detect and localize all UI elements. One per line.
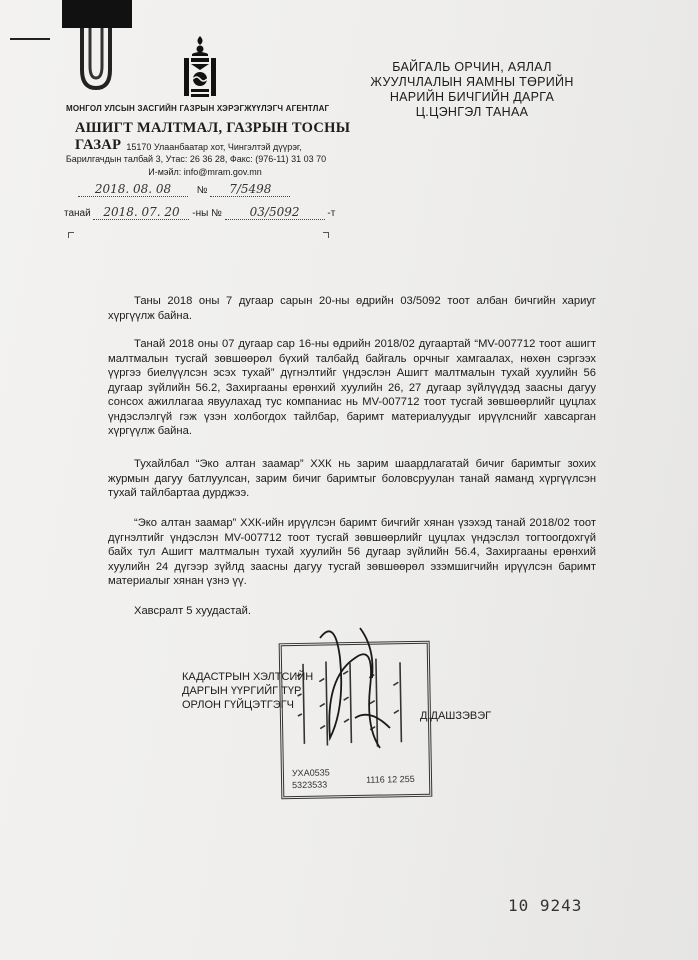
- corner-tick: [328, 232, 329, 238]
- incoming-number: 03/5092: [225, 205, 325, 220]
- address-line: 15170 Улаанбаатар хот, Чингэлтэй дүүрэг,: [126, 142, 302, 152]
- corner-mark: [10, 38, 50, 40]
- agency-title: АШИГТ МАЛТМАЛ, ГАЗРЫН ТОСНЫ ГАЗАР: [75, 120, 351, 153]
- recipient-block: [352, 60, 592, 120]
- stamp-code: 1116 12 255: [365, 773, 415, 785]
- paragraph-1: Таны 2018 оны 7 дугаар сарын 20-ны өдрийн 03/5092 тоот албан бичгийн хариуг хүргүүлж байна.: [108, 295, 596, 322]
- signatory-line: ДАРГЫН ҮҮРГИЙГ ТҮР: [182, 685, 302, 697]
- incoming-date: 2018. 07. 20: [93, 205, 189, 220]
- number-label: №: [196, 185, 208, 196]
- tanai-label: танай: [64, 208, 91, 219]
- paper-clip-icon: [60, 0, 135, 90]
- email-line: И-мэйл: info@mram.gov.mn: [148, 167, 262, 177]
- handwritten-signature: [300, 618, 410, 758]
- soyombo-emblem-icon: [180, 34, 220, 100]
- signatory-title: [182, 670, 313, 712]
- paragraph-2: Танай 2018 оны 07 дугаар сар 16-ны өдрийн 2018/02 дугаартай “MV-007712 тоот ашигт малтмалын тусгай зөвшөөрөл бүхий талбайд байгаль орчныг хамгаалах, нөхөн сэргээх үүргээ биелүүлсэн эсэх тухай” дүгнэлтийг үндэслэн Ашигт малтмалын тухай хуулийн 56 дугаар зүйлийн 56.2, Захиргааны ерөнхий хуулийн 26, 27 дугаар зүйлүүдэд заасны дагуу сонсох ажиллагаа явуулахад тус компаниас нь MV-007712 тоот тусгай зөвшөөрлийг цуцлах үндэслэлгүй гэж үзэн холбогдох тайлбар, баримт материалуудыг ирүүлснийг хавсарган хүргүүлж байна.: [108, 338, 596, 437]
- incoming-reference: [64, 205, 335, 220]
- agency-subtitle: МОНГОЛ УЛСЫН ЗАСГИЙН ГАЗРЫН ХЭРЭГЖҮҮЛЭГЧ АГЕНТЛАГ: [66, 104, 330, 113]
- signatory-line: ОРЛОН ГҮЙЦЭТГЭГЧ: [182, 699, 294, 711]
- nyi-number-label: -ны №: [192, 208, 222, 219]
- paragraph-4: “Эко алтан заамар” ХХК-ийн ирүүлсэн баримт бичгийг хянан үзэхэд танай 2018/02 тоот дүгнэлтийг үндэслэн MV-007712 тоот тусгай зөвшөөрлийг цуцлах үндэслэл тогтоогдохгүй байх тул Ашигт малтмалын тухай хуулийн 56 дугаар зүйлийн 56.4, Захиргааны ерөнхий хуулийн 24 дүгээр зүйлд заасны дагуу тусгай зөвшөөрөл эзэмшигчийн ирүүлсэн баримт материалыг хянан үзнэ үү.: [108, 517, 596, 587]
- outgoing-number: 7/5498: [210, 182, 290, 197]
- outgoing-reference: [78, 182, 290, 197]
- recipient-line: БАЙГАЛЬ ОРЧИН, АЯЛАЛ: [392, 60, 552, 74]
- page-number: 10 9243: [508, 896, 583, 915]
- recipient-line: ЖУУЛЧЛАЛЫН ЯАМНЫ ТӨРИЙН: [370, 75, 574, 89]
- t-label: -т: [327, 208, 336, 219]
- stamp-code: 5323533: [292, 779, 328, 791]
- attachment-note: Хавсралт 5 хуудастай.: [134, 605, 251, 617]
- corner-tick: [68, 232, 74, 233]
- recipient-name: Ц.ЦЭНГЭЛ ТАНАА: [415, 105, 529, 119]
- stamp-code: УХА0535: [291, 767, 330, 779]
- recipient-line: НАРИЙН БИЧГИЙН ДАРГА: [389, 90, 555, 104]
- outgoing-date: 2018. 08. 08: [78, 182, 188, 197]
- address-line: Барилгачдын талбай 3, Утас: 26 36 28, Факс: (976-11) 31 03 70: [65, 154, 327, 164]
- paragraph-3: Тухайлбал “Эко алтан заамар” ХХК нь зарим шаардлагатай бичиг баримтыг зохих журмын дагуу батлуулсан, зарим бичиг баримтыг боловсруулан танай яаманд хүргүүлсэн тухай тайлбартаа дурджээ.: [108, 458, 596, 499]
- signatory-line: КАДАСТРЫН ХЭЛТСИЙН: [182, 671, 314, 683]
- signatory-name: Д.ДАШЗЭВЭГ: [420, 710, 492, 722]
